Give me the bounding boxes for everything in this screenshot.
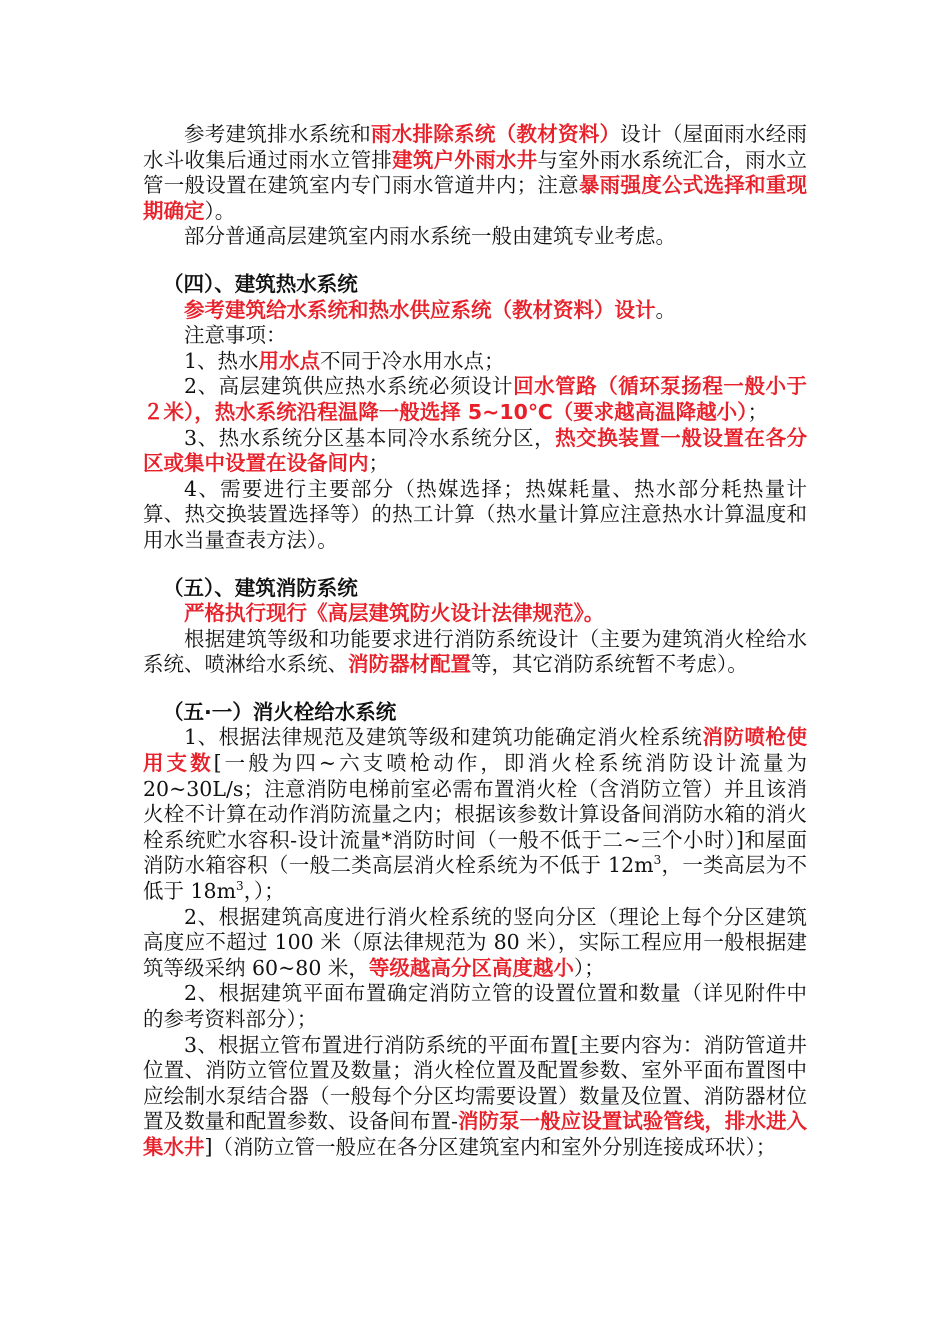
list-item-3 xyxy=(143,426,807,477)
text: 2、根据建筑高度进行消火栓系统的竖向分区（理论上每个分区建筑高度应不超过 100 米（原法律规范为 80 米），实际工程应用一般根据建筑等级采纳 60~80 米， xyxy=(143,904,807,980)
hydrant-item-2b: 2、根据建筑平面布置确定消防立管的设置位置和数量（详见附件中的参考资料部分）； xyxy=(143,981,807,1031)
text: ，一类高层为不低于 18m xyxy=(143,853,807,904)
text: 1、根据法律规范及建筑等级和建筑功能确定消火栓系统 xyxy=(184,725,703,750)
highlight: 回水管路（循环泵扬程一般小于２米），热水系统沿程温降一般选择 5~10℃（要求越高温降越小） xyxy=(143,374,808,424)
hydrant-item-1 xyxy=(143,725,807,904)
highlight: 消防器材配置 xyxy=(348,652,471,677)
text: 。 xyxy=(655,297,676,322)
text: ，）； xyxy=(243,879,285,904)
highlight: 热交换装置一般设置在各分区或集中设置在设备间内 xyxy=(143,425,808,476)
hydrant-item-2 xyxy=(143,905,807,982)
document-body xyxy=(143,122,807,1161)
text: ]（消防立管一般应在各分区建筑室内和室外分别连接成环状）； xyxy=(204,1134,777,1159)
list-item-1 xyxy=(143,349,807,375)
text: 根据建筑等级和功能要求进行消防系统设计（主要为建筑消火栓给水系统、喷淋给水系统、 xyxy=(143,626,807,677)
list-item-2 xyxy=(143,374,807,425)
highlight: 建筑户外雨水井 xyxy=(392,147,538,172)
highlight: 雨水排除系统（教材资料） xyxy=(370,122,621,146)
paragraph-hot-water-ref xyxy=(143,298,807,324)
highlight: 消防喷枪使用支数 xyxy=(143,725,808,776)
text: 3、热水系统分区基本同冷水系统分区， xyxy=(184,425,556,450)
text: ）； xyxy=(573,955,605,980)
text: 2、高层建筑供应热水系统必须设计 xyxy=(184,374,514,399)
superscript: 3 xyxy=(653,853,662,868)
highlight: 等级越高分区高度越小 xyxy=(368,955,574,980)
heading-hydrant-system: （五·一）消火栓给水系统 xyxy=(163,699,397,724)
paragraph-fire-design xyxy=(143,627,807,678)
text: 设计（屋面雨水经雨水斗收集后通过雨水立管排 xyxy=(143,122,808,172)
highlight: 消防泵一般应设置试验管线，排水进入集水井 xyxy=(143,1109,808,1159)
text: 不同于冷水用水点； xyxy=(320,348,505,373)
superscript: 3 xyxy=(236,879,244,894)
text: 1、热水 xyxy=(184,348,259,373)
heading-fire-protection: （五）、建筑消防系统 xyxy=(163,575,358,600)
paragraph-rainwater-note: 部分普通高层建筑室内雨水系统一般由建筑专业考虑。 xyxy=(184,224,676,249)
text: ； xyxy=(368,451,389,476)
hydrant-item-3 xyxy=(143,1033,807,1161)
list-item-4: 4、需要进行主要部分（热媒选择；热媒耗量、热水部分耗热量计算、热交换装置选择等）的热工计算（热水量计算应注意热水计算温度和用水当量查表方法）。 xyxy=(143,476,807,552)
text: 与室外雨水系统汇合，雨水立管一般设置在建筑室内专门雨水管道井内；注意 xyxy=(143,147,808,198)
highlight: 暴雨强度公式选择和重现期确定 xyxy=(143,173,808,223)
highlight: 用水点 xyxy=(258,348,321,373)
text: ； xyxy=(747,399,768,424)
paragraph-rainwater xyxy=(143,122,807,224)
text: ）。 xyxy=(204,198,236,223)
text: 等，其它消防系统暂不考虑）。 xyxy=(471,652,748,677)
paragraph-fire-code: 严格执行现行《高层建筑防火设计法律规范》。 xyxy=(184,601,605,626)
text: 参考建筑排水系统和 xyxy=(184,122,371,146)
highlight: 参考建筑给水系统和热水供应系统（教材资料）设计 xyxy=(184,297,656,322)
text: 3、根据立管布置进行消防系统的平面布置[主要内容为：消防管道井位置、消防立管位置及数量；消火栓位置及配置参数、室外平面布置图中应绘制水泵结合器（一般每个分区均需要设置）数量及位置、消防器材位置及数量和配置参数、设备间布置- xyxy=(143,1032,807,1134)
heading-hot-water: （四）、建筑热水系统 xyxy=(163,271,358,296)
paragraph-notes-label: 注意事项： xyxy=(184,323,287,348)
text: [一般为四~六支喷枪动作，即消火栓系统消防设计流量为 20~30L/s；注意消防电梯前室必需布置消火栓（含消防立管）并且该消火栓不计算在动作消防流量之内；根据该参数计算设备间消防水箱的消火栓系统贮水容积-设计流量*消防时间（一般不低于二~三个小时）]和屋面消防水箱容积（一般二类高层消火栓系统为不低于 12m xyxy=(143,751,807,878)
